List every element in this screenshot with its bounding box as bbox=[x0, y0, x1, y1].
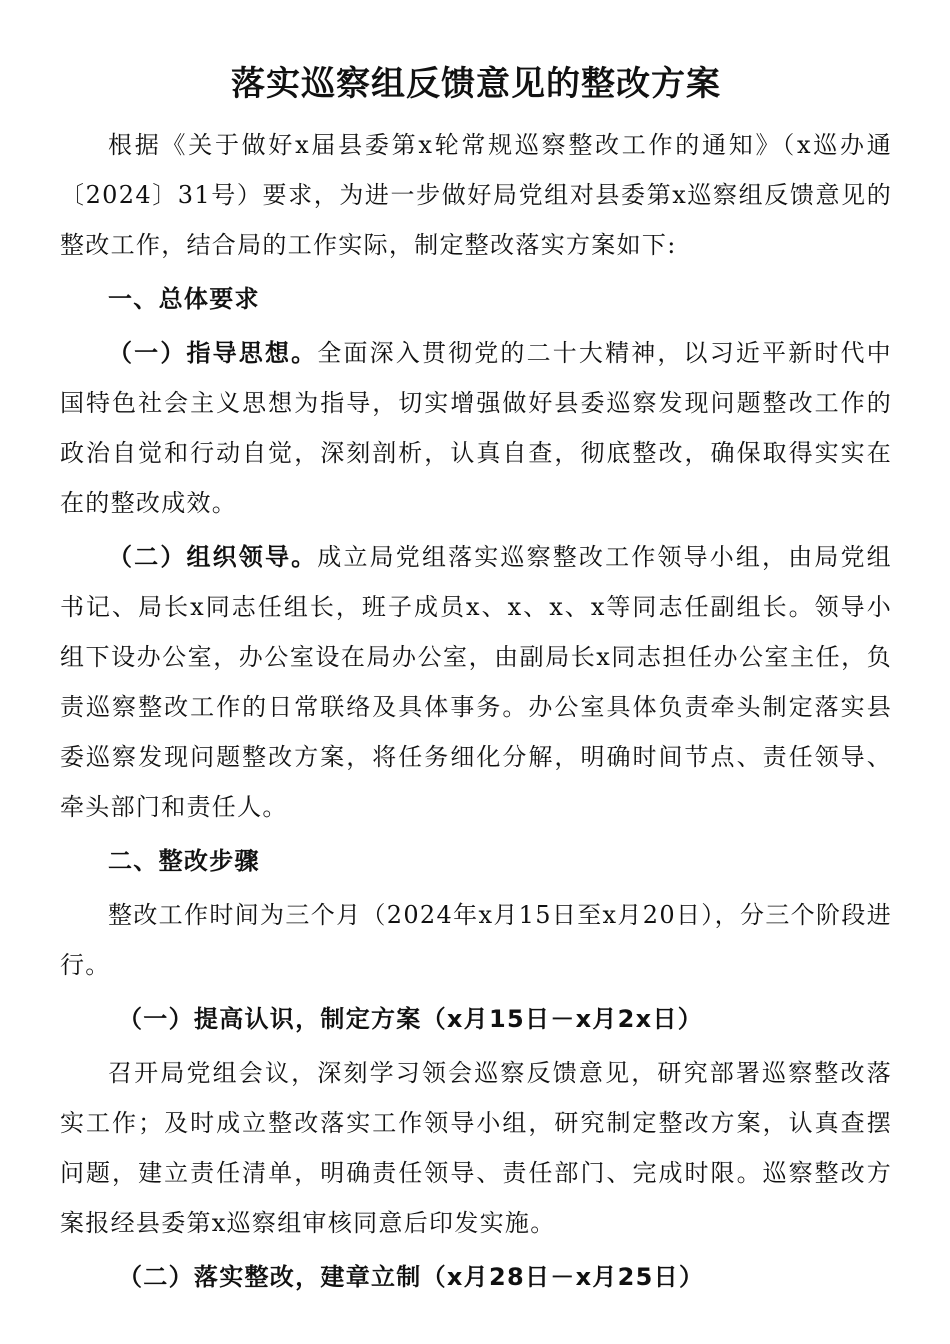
intro-paragraph: 根据《关于做好x届县委第x轮常规巡察整改工作的通知》（x巡办通〔2024〕31号）要求，为进一步做好局党组对县委第x巡察组反馈意见的整改工作，结合局的工作实际，制定整改落实方案如下: bbox=[60, 131, 892, 259]
section-heading-rectification-steps: 二、整改步骤 bbox=[108, 847, 260, 875]
stage1-heading: （一）提高认识，制定方案（x月15日－x月2x日） bbox=[118, 1005, 704, 1033]
guiding-thought-paragraph bbox=[60, 328, 892, 528]
guiding-thought-lead: （一）指导思想。 bbox=[108, 339, 318, 367]
section-heading-general-requirements: 一、总体要求 bbox=[108, 285, 260, 313]
stage1-paragraph: 召开局党组会议，深刻学习领会巡察反馈意见，研究部署巡察整改落实工作；及时成立整改落实工作领导小组，研究制定整改方案，认真查摆问题，建立责任清单，明确责任领导、责任部门、完成时限。巡察整改方案报经县委第x巡察组审核同意后印发实施。 bbox=[60, 1059, 892, 1237]
stage2-heading: （二）落实整改，建章立制（x月28日－x月25日） bbox=[118, 1263, 705, 1291]
document-title: 落实巡察组反馈意见的整改方案 bbox=[231, 64, 721, 104]
organization-leadership-text: 成立局党组落实巡察整改工作领导小组，由局党组书记、局长x同志任组长，班子成员x、x、x、x等同志任副组长。领导小组下设办公室，办公室设在局办公室，由副局长x同志担任办公室主任，负责巡察整改工作的日常联络及具体事务。办公室具体负责牵头制定落实县委巡察发现问题整改方案，将任务细化分解，明确时间节点、责任领导、牵头部门和责任人。 bbox=[60, 543, 892, 821]
organization-leadership-lead: （二）组织领导。 bbox=[108, 543, 318, 571]
document-page bbox=[60, 58, 892, 1302]
organization-leadership-paragraph bbox=[60, 532, 892, 832]
steps-intro-paragraph: 整改工作时间为三个月（2024年x月15日至x月20日），分三个阶段进行。 bbox=[60, 901, 892, 979]
guiding-thought-text: 全面深入贯彻党的二十大精神，以习近平新时代中国特色社会主义思想为指导，切实增强做好县委巡察发现问题整改工作的政治自觉和行动自觉，深刻剖析，认真自查，彻底整改，确保取得实实在在的整改成效。 bbox=[60, 339, 892, 517]
